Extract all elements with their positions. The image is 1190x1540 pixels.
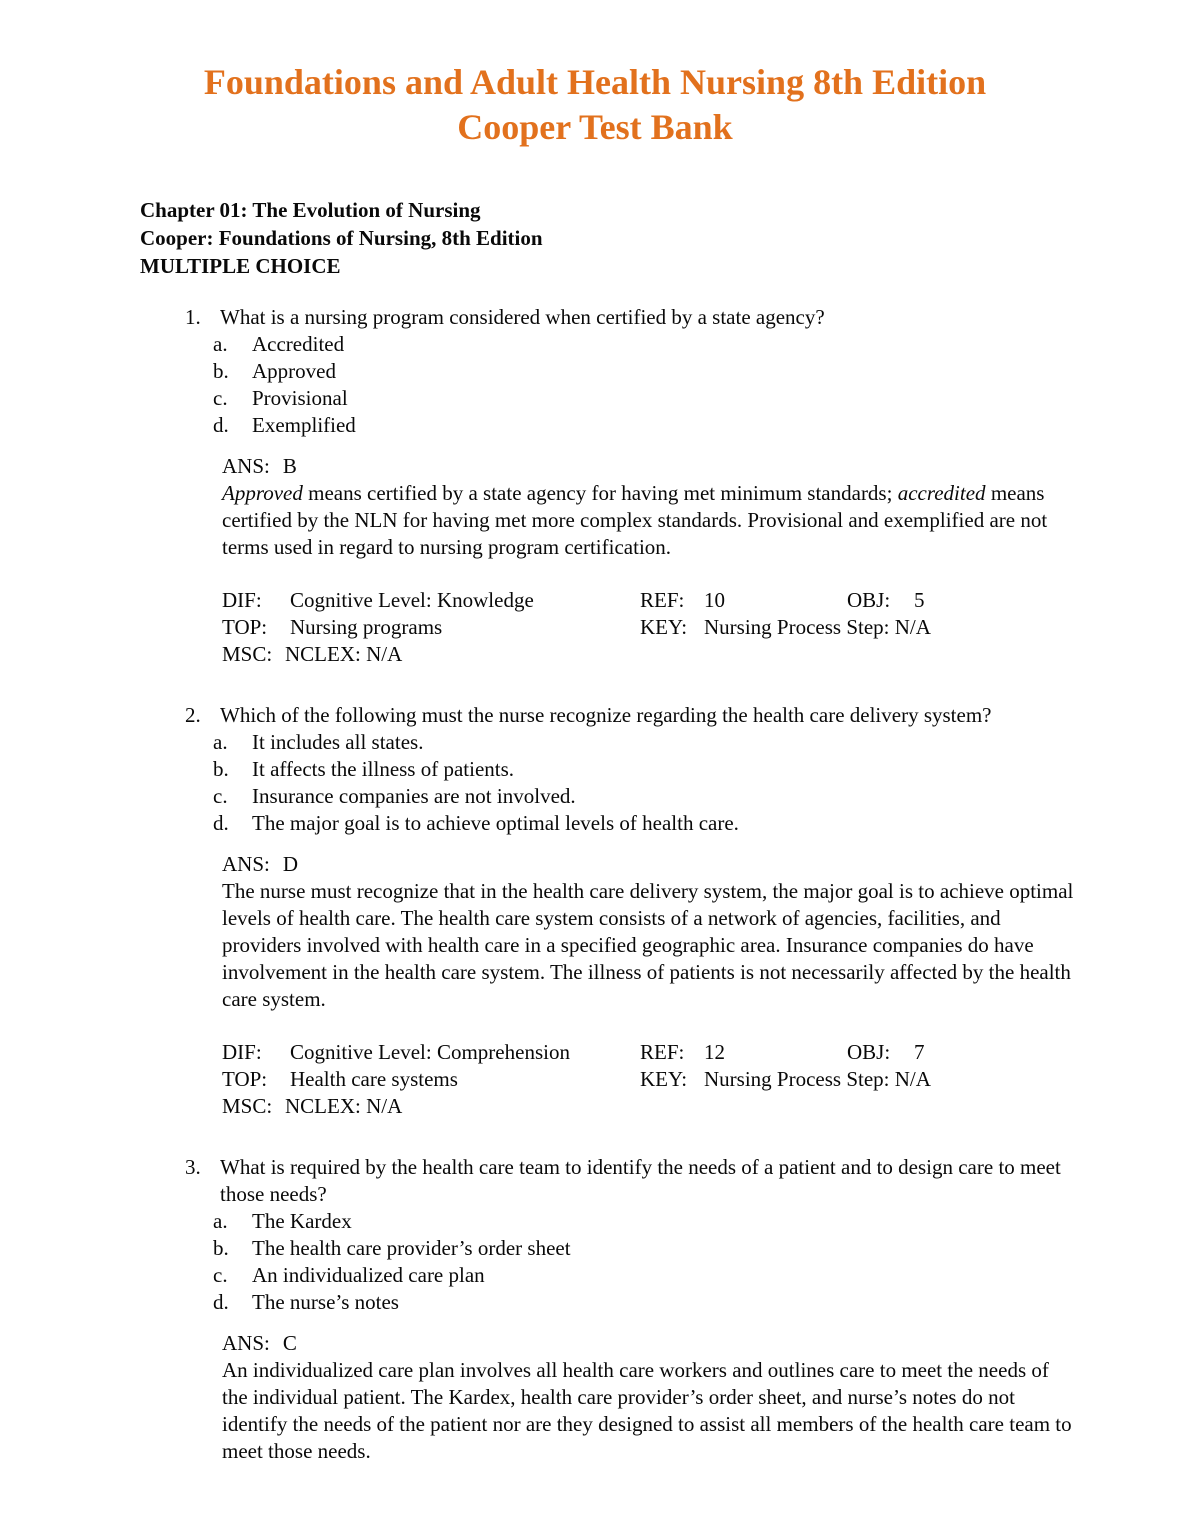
msc-label: MSC: [222,642,273,666]
option-text: The major goal is to achieve optimal levels of health care. [252,811,739,835]
question-2-answer-block [222,851,1078,1013]
question-1-stem [185,304,1190,331]
option-letter: c. [213,1263,228,1287]
msc-label: MSC: [222,1094,273,1118]
section-heading: MULTIPLE CHOICE [140,254,341,278]
answer-line [222,851,1078,878]
option-text: Insurance companies are not involved. [252,784,576,808]
document-title [0,0,1190,150]
question-2-option-c [213,783,1190,810]
obj-label: OBJ: [847,588,891,612]
option-text: Accredited [252,332,345,356]
option-text: It affects the illness of patients. [252,757,515,781]
answer-rationale [222,1357,1078,1465]
metadata-row [222,587,1122,614]
msc-value: NCLEX: N/A [285,1094,403,1118]
question-1-option-c [213,385,1190,412]
option-letter: b. [213,359,229,383]
metadata-row [222,614,1122,641]
question-3-option-b [213,1235,1190,1262]
answer-value: D [282,852,299,876]
rationale-segment: means certified by a state agency for having met minimum standards; [302,481,898,505]
option-letter: a. [213,332,228,356]
option-letter: a. [213,1209,228,1233]
question-1-option-b [213,358,1190,385]
question-3-option-d [213,1289,1190,1316]
question-2-stem [185,702,1190,729]
dif-label: DIF: [222,1040,262,1064]
ref-label: REF: [640,1040,685,1064]
question-3-answer-block [222,1330,1078,1465]
answer-label: ANS: [222,852,270,876]
metadata-row [222,1093,1122,1120]
ref-value: 12 [704,1040,725,1064]
option-letter: c. [213,386,228,410]
option-text: The Kardex [252,1209,352,1233]
rationale-segment: accredited [897,481,986,505]
question-1-option-d [213,412,1190,439]
ref-value: 10 [704,588,725,612]
msc-value: NCLEX: N/A [285,642,403,666]
option-text: An individualized care plan [252,1263,485,1287]
question-3-option-c [213,1262,1190,1289]
question-1 [185,304,1190,668]
book-heading: Cooper: Foundations of Nursing, 8th Edition [140,226,543,250]
key-value: Nursing Process Step: N/A [704,1067,931,1091]
option-text: Provisional [252,386,348,410]
top-label: TOP: [222,1067,268,1091]
key-label: KEY: [640,1067,688,1091]
rationale-segment: An individualized care plan involves all health care workers and outlines care to meet the needs of the individual patient. The Kardex, health care provider’s order sheet, and nurse’s notes do not identify the needs of the patient nor are they designed to assist all members of the health care team to meet those needs. [222,1358,1072,1463]
question-3-stem [185,1154,1190,1208]
answer-line [222,1330,1078,1357]
answer-value: C [282,1331,297,1355]
key-label: KEY: [640,615,688,639]
answer-rationale [222,480,1078,561]
chapter-heading: Chapter 01: The Evolution of Nursing [140,198,481,222]
rationale-segment: means certified by the NLN for having met more complex standards. Provisional and exemplified are not terms used in regard to nursing program certification. [222,481,1048,559]
option-letter: c. [213,784,228,808]
option-text: Exemplified [252,413,356,437]
top-value: Nursing programs [290,615,443,639]
chapter-header [140,196,1190,280]
question-2-option-b [213,756,1190,783]
rationale-segment: The nurse must recognize that in the health care delivery system, the major goal is to achieve optimal levels of health care. The health care system consists of a network of agencies, facilities, and providers involved with health care in a specified geographic area. Insurance companies do have involvement in the health care system. The illness of patients is not necessarily affected by the health care system. [222,879,1074,1011]
question-2-option-d [213,810,1190,837]
question-1-answer-block [222,453,1078,561]
dif-label: DIF: [222,588,262,612]
question-text: What is a nursing program considered when certified by a state agency? [220,305,825,329]
option-letter: a. [213,730,228,754]
option-letter: d. [213,413,229,437]
option-letter: d. [213,811,229,835]
metadata-row [222,1066,1122,1093]
option-letter: d. [213,1290,229,1314]
metadata-row [222,641,1122,668]
key-value: Nursing Process Step: N/A [704,615,931,639]
top-value: Health care systems [290,1067,458,1091]
dif-value: Cognitive Level: Knowledge [290,588,534,612]
obj-value: 5 [914,588,925,612]
question-2-option-a [213,729,1190,756]
answer-rationale [222,878,1078,1013]
option-text: The nurse’s notes [252,1290,399,1314]
question-1-option-a [213,331,1190,358]
option-letter: b. [213,1236,229,1260]
question-3 [185,1154,1190,1465]
question-text: What is required by the health care team to identify the needs of a patient and to design care to meet those needs? [220,1155,1061,1206]
metadata-row [222,1039,1122,1066]
question-2 [185,702,1190,1120]
option-text: Approved [252,359,336,383]
top-label: TOP: [222,615,268,639]
question-text: Which of the following must the nurse recognize regarding the health care delivery system? [220,703,992,727]
option-letter: b. [213,757,229,781]
question-1-metadata [222,587,1122,668]
document-title-line2: Cooper Test Bank [457,107,733,147]
question-3-option-a [213,1208,1190,1235]
dif-value: Cognitive Level: Comprehension [290,1040,570,1064]
answer-label: ANS: [222,454,270,478]
obj-value: 7 [914,1040,925,1064]
option-text: It includes all states. [252,730,424,754]
rationale-segment: Approved [222,481,303,505]
obj-label: OBJ: [847,1040,891,1064]
answer-label: ANS: [222,1331,270,1355]
document-title-line1: Foundations and Adult Health Nursing 8th Edition [203,62,987,102]
answer-line [222,453,1078,480]
question-2-metadata [222,1039,1122,1120]
question-number: 2. [185,703,201,727]
ref-label: REF: [640,588,685,612]
question-number: 1. [185,305,201,329]
question-number: 3. [185,1155,201,1179]
question-list [0,304,1190,1465]
answer-value: B [282,454,297,478]
option-text: The health care provider’s order sheet [252,1236,571,1260]
